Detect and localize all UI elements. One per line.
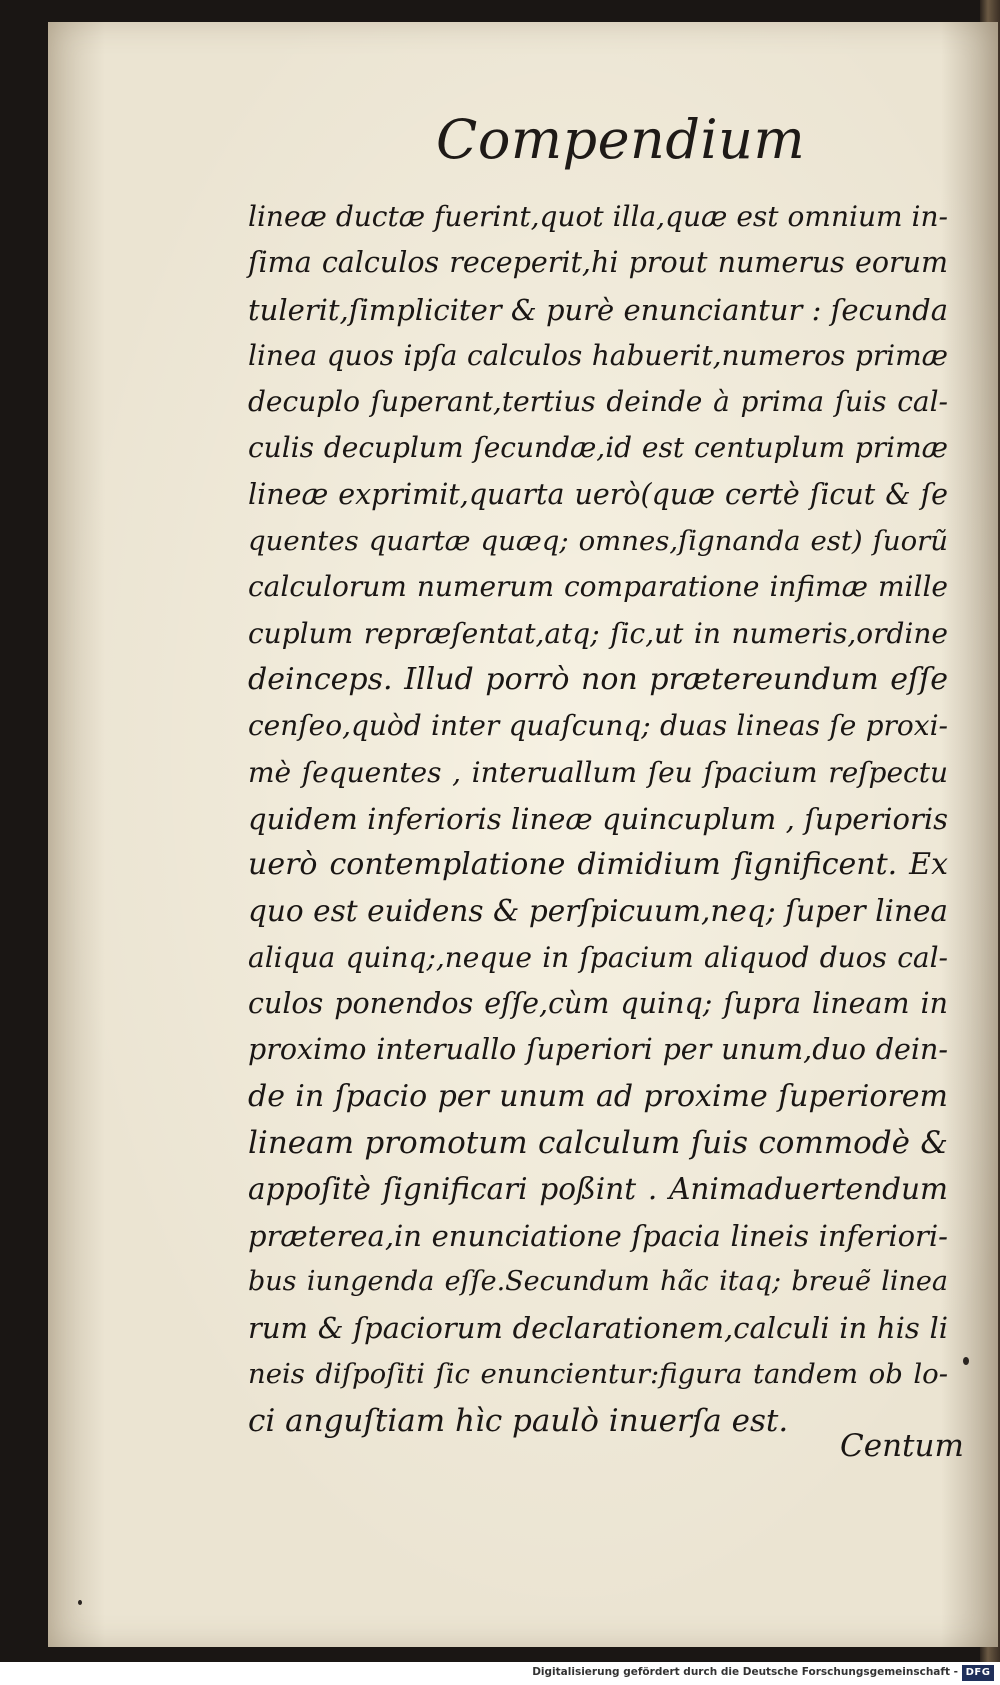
text-line: appoſitè ſignificari poßint . Animaduertendum: [248, 1172, 948, 1207]
text-line: lineæ ductæ fuerint,quot illa,quæ est omnium in-: [248, 200, 948, 233]
ink-speck: [78, 1600, 82, 1605]
text-line: cuplum repræſentat,atq; ſic,ut in numeris,ordine: [248, 616, 948, 650]
text-line: deinceps. Illud porrò non prætereundum eſſe: [248, 661, 948, 697]
text-line: linea quos ipſa calculos habuerit,numeros primæ: [248, 338, 948, 372]
text-line: de in ſpacio per unum ad proxime ſuperiorem: [248, 1078, 948, 1114]
text-line: præterea,in enunciatione ſpacia lineis inferiori-: [248, 1218, 948, 1253]
text-line: lineæ exprimit,quarta uerò(quæ certè ſicut & ſe: [248, 477, 948, 511]
text-line: lineam promotum calculum ſuis commodè &: [248, 1124, 948, 1161]
digitization-footer: [0, 1662, 1000, 1685]
text-line: aliqua quinq;,neque in ſpacium aliquod duos cal-: [248, 940, 948, 974]
text-line: rum & ſpaciorum declarationem,calculi in his li: [248, 1311, 948, 1346]
funding-credit: Digitalisierung gefördert durch die Deutsche Forschungsgemeinschaft -: [532, 1666, 958, 1678]
text-line: mè ſequentes , interuallum ſeu ſpacium reſpectu: [248, 755, 948, 789]
text-line: decuplo ſuperant,tertius deinde à prima ſuis cal-: [248, 385, 948, 419]
text-line: calculorum numerum comparatione infimæ mille: [248, 570, 948, 604]
ink-speck: [963, 1357, 969, 1365]
text-line: neis diſpoſiti ſic enuncientur:figura tandem ob lo-: [248, 1358, 948, 1391]
text-line: tulerit,ſimpliciter & purè enunciantur : ſecunda: [248, 292, 948, 327]
text-line: culos ponendos eſſe,cùm quinq; ſupra lineam in: [248, 987, 948, 1021]
catchword: Centum: [840, 1428, 964, 1464]
text-line: uerò contemplatione dimidium ſignificent. Ex: [248, 847, 948, 883]
text-line: bus iungenda eſſe.Secundum hãc itaq; breuẽ linea: [248, 1265, 948, 1297]
text-line: ſima calculos receperit,hi prout numerus eorum: [248, 246, 948, 280]
text-line: proximo interuallo ſuperiori per unum,duo dein-: [248, 1033, 948, 1067]
body-text: [248, 194, 948, 1444]
running-head: Compendium: [436, 108, 806, 171]
text-line: cenſeo,quòd inter quaſcunq; duas lineas ſe proxi-: [248, 709, 948, 743]
text-line: culis decuplum ſecundæ,id est centuplum primæ: [248, 431, 948, 465]
text-line: quentes quartæ quæq; omnes,ſignanda est) ſuorũ: [248, 525, 948, 558]
text-line: ci anguſtiam hìc paulò inuerſa est.: [248, 1402, 789, 1439]
text-line: quidem inferioris lineæ quincuplum , ſuperioris: [248, 801, 948, 836]
dfg-logo: DFG: [962, 1665, 994, 1681]
text-line: quo est euidens & perſpicuum,neq; ſuper linea: [248, 894, 948, 929]
book-page: [48, 22, 998, 1647]
